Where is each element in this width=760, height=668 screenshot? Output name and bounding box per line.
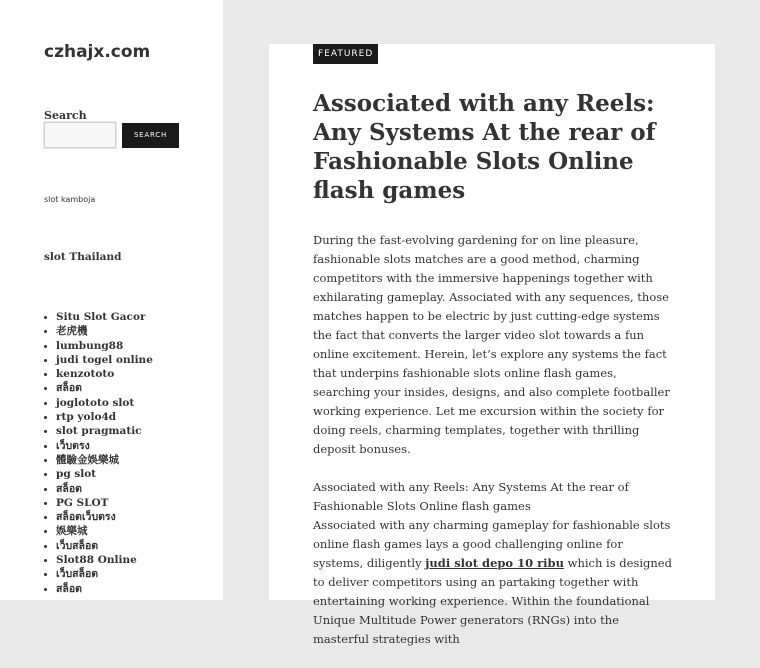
search-label: Search [44,109,87,122]
featured-badge: FEATURED [313,44,378,64]
entry-content [313,231,673,668]
list-item[interactable]: • pg slot [44,467,153,481]
list-item[interactable]: • เว็บตรง [44,439,153,453]
search-input[interactable] [44,122,116,148]
list-item[interactable]: • judi togel online [44,353,153,367]
list-item[interactable]: • สล็อต [44,582,153,596]
paragraph-2-text-after: which is designed to deliver competitors using an partaking together with entertaining working experience. Within the foundational Unique Multitude Power generators (RNGs) into the masterful strategies with [313,556,672,646]
list-item[interactable]: • เว็บสล็อต [44,567,153,581]
site-title[interactable]: czhajx.com [44,42,151,62]
list-item[interactable]: • 老虎機 [44,324,153,338]
paragraph-2 [313,478,673,649]
paragraph-1: During the fast-evolving gardening for on line pleasure, fashionable slots matches are a good method, charming competitors with the immersive happenings together with exhilarating gameplay. Associated with any sequences, those matches happen to be electric by just cutting-edge systems the fact that converts the larger video slot towards a fun online excitement. Herein, let’s explore any systems the fact that underpins fashionable slots online flash games, searching your insides, designs, and also complete footballer working experience. Let me excursion within the society for doing reels, charming templates, together with thrilling deposit bonuses. [313,233,670,456]
list-item[interactable]: • slot pragmatic [44,424,153,438]
list-item[interactable]: • joglototo slot [44,396,153,410]
list-item[interactable]: • สล็อต [44,381,153,395]
judi-slot-link[interactable]: judi slot depo 10 ribu [425,556,564,570]
list-item[interactable]: • 娛樂城 [44,524,153,538]
entry-title[interactable]: Associated with any Reels: Any Systems At the rear of Fashionable Slots Online flash games [313,90,656,204]
list-item[interactable]: • สล็อตเว็บตรง [44,510,153,524]
paragraph-2-text-before: Associated with any charming gameplay for fashionable slots online flash games lays a good challenging online for systems, diligently [313,518,671,570]
widget-title[interactable]: slot Thailand [44,251,122,263]
search-button[interactable]: SEARCH [122,123,179,148]
list-item[interactable]: • Situ Slot Gacor [44,310,153,324]
list-item[interactable]: • lumbung88 [44,339,153,353]
list-item[interactable]: • kenzototo [44,367,153,381]
list-item[interactable]: • Slot88 Online [44,553,153,567]
sidebar [0,0,223,600]
list-item[interactable]: • สล็อต [44,482,153,496]
list-item[interactable]: • PG SLOT [44,496,153,510]
paragraph-2-heading: Associated with any Reels: Any Systems At the rear of Fashionable Slots Online flash games [313,480,629,513]
slot-kamboja-link[interactable]: slot kamboja [44,195,96,204]
list-item[interactable]: • 體驗金娛樂城 [44,453,153,467]
link-list [44,310,153,596]
list-item[interactable]: • เว็บสล็อต [44,539,153,553]
list-item[interactable]: • rtp yolo4d [44,410,153,424]
article [269,44,715,646]
